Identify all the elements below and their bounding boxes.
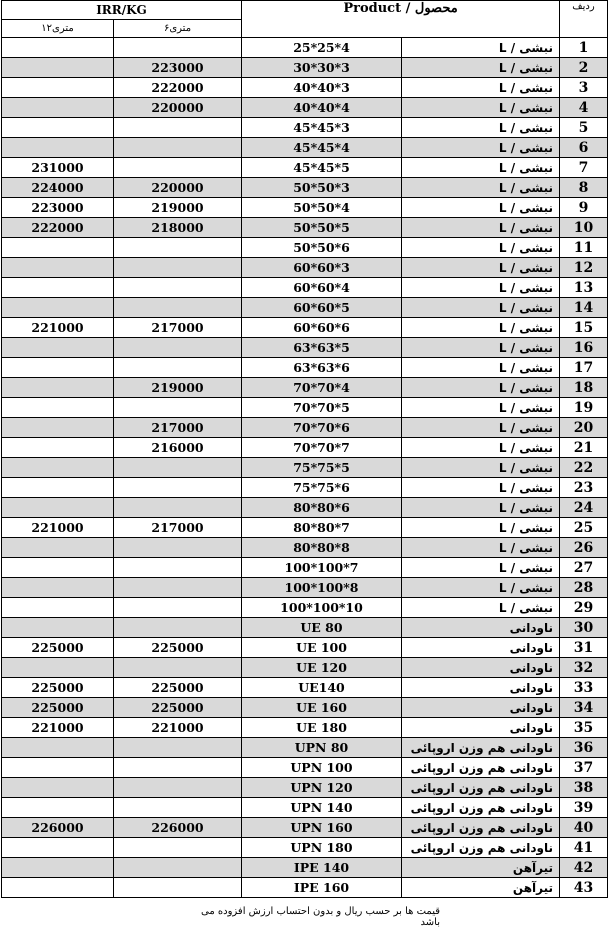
- product-size-cell: 60*60*3: [242, 258, 402, 278]
- table-row: [2, 558, 608, 578]
- price-6m-cell: [114, 578, 242, 598]
- table-row: [2, 798, 608, 818]
- price-12m-cell: [2, 118, 114, 138]
- product-size-cell: 80*80*6: [242, 498, 402, 518]
- price-12m-cell: [2, 838, 114, 858]
- row-index-cell: 34: [560, 698, 608, 718]
- table-row: [2, 878, 608, 898]
- row-index-cell: 43: [560, 878, 608, 898]
- length-12m-header: ۱۲متری: [2, 20, 114, 38]
- price-6m-cell: 216000: [114, 438, 242, 458]
- product-size-cell: UPN 100: [242, 758, 402, 778]
- table-row: [2, 178, 608, 198]
- row-index-cell: 24: [560, 498, 608, 518]
- product-size-cell: 45*45*4: [242, 138, 402, 158]
- table-row: [2, 438, 608, 458]
- length-6m-header: ۶متری: [114, 20, 242, 38]
- product-size-cell: 75*75*6: [242, 478, 402, 498]
- row-index-cell: 17: [560, 358, 608, 378]
- table-row: [2, 838, 608, 858]
- table-row: [2, 318, 608, 338]
- table-row: [2, 758, 608, 778]
- product-size-cell: IPE 160: [242, 878, 402, 898]
- product-size-cell: UPN 180: [242, 838, 402, 858]
- price-6m-cell: [114, 458, 242, 478]
- price-6m-cell: [114, 838, 242, 858]
- price-6m-cell: [114, 478, 242, 498]
- index-header: ردیف: [560, 1, 608, 38]
- row-index-cell: 40: [560, 818, 608, 838]
- price-6m-cell: [114, 878, 242, 898]
- row-index-cell: 16: [560, 338, 608, 358]
- product-name-cell: نبشی / L: [402, 38, 560, 58]
- row-index-cell: 23: [560, 478, 608, 498]
- price-6m-cell: 218000: [114, 218, 242, 238]
- price-6m-cell: [114, 558, 242, 578]
- table-row: [2, 38, 608, 58]
- product-name-cell: ناودانی: [402, 638, 560, 658]
- price-6m-cell: [114, 118, 242, 138]
- price-12m-cell: [2, 398, 114, 418]
- product-size-cell: 100*100*7: [242, 558, 402, 578]
- row-index-cell: 2: [560, 58, 608, 78]
- price-12m-cell: [2, 438, 114, 458]
- product-size-cell: 63*63*5: [242, 338, 402, 358]
- product-size-cell: 45*45*5: [242, 158, 402, 178]
- price-6m-cell: [114, 798, 242, 818]
- row-index-cell: 10: [560, 218, 608, 238]
- table-row: [2, 538, 608, 558]
- product-name-cell: نبشی / L: [402, 358, 560, 378]
- price-6m-cell: [114, 238, 242, 258]
- table-row: [2, 518, 608, 538]
- product-header: Product / محصول: [242, 1, 560, 38]
- row-index-cell: 19: [560, 398, 608, 418]
- row-index-cell: 11: [560, 238, 608, 258]
- row-index-cell: 33: [560, 678, 608, 698]
- table-row: [2, 358, 608, 378]
- row-index-cell: 18: [560, 378, 608, 398]
- product-name-cell: نبشی / L: [402, 318, 560, 338]
- table-row: [2, 498, 608, 518]
- product-size-cell: IPE 140: [242, 858, 402, 878]
- product-size-cell: UE140: [242, 678, 402, 698]
- row-index-cell: 21: [560, 438, 608, 458]
- row-index-cell: 42: [560, 858, 608, 878]
- price-12m-cell: [2, 778, 114, 798]
- table-row: [2, 398, 608, 418]
- price-12m-cell: 223000: [2, 198, 114, 218]
- product-size-cell: UPN 160: [242, 818, 402, 838]
- row-index-cell: 36: [560, 738, 608, 758]
- price-6m-cell: [114, 538, 242, 558]
- price-12m-cell: [2, 358, 114, 378]
- product-size-cell: 40*40*3: [242, 78, 402, 98]
- product-size-cell: UE 180: [242, 718, 402, 738]
- product-name-cell: تیرآهن: [402, 858, 560, 878]
- product-size-cell: UE 120: [242, 658, 402, 678]
- header-row-main: [2, 1, 608, 20]
- price-12m-cell: 224000: [2, 178, 114, 198]
- product-size-cell: 50*50*4: [242, 198, 402, 218]
- table-row: [2, 78, 608, 98]
- price-12m-cell: 225000: [2, 698, 114, 718]
- product-name-cell: نبشی / L: [402, 598, 560, 618]
- price-12m-cell: 221000: [2, 318, 114, 338]
- price-6m-cell: 223000: [114, 58, 242, 78]
- price-6m-cell: 220000: [114, 178, 242, 198]
- table-row: [2, 618, 608, 638]
- table-row: [2, 378, 608, 398]
- price-6m-cell: [114, 498, 242, 518]
- row-index-cell: 41: [560, 838, 608, 858]
- price-12m-cell: [2, 478, 114, 498]
- product-name-cell: نبشی / L: [402, 78, 560, 98]
- price-6m-cell: [114, 598, 242, 618]
- price-12m-cell: [2, 58, 114, 78]
- price-6m-cell: [114, 338, 242, 358]
- price-12m-cell: [2, 38, 114, 58]
- row-index-cell: 4: [560, 98, 608, 118]
- row-index-cell: 28: [560, 578, 608, 598]
- table-row: [2, 418, 608, 438]
- product-size-cell: 30*30*3: [242, 58, 402, 78]
- product-size-cell: UE 160: [242, 698, 402, 718]
- product-name-cell: ناودانی: [402, 678, 560, 698]
- table-row: [2, 298, 608, 318]
- price-12m-cell: [2, 558, 114, 578]
- price-6m-cell: [114, 618, 242, 638]
- price-6m-cell: 225000: [114, 638, 242, 658]
- price-6m-cell: 217000: [114, 518, 242, 538]
- table-body: [2, 38, 608, 898]
- product-name-cell: ناودانی هم وزن اروپائی: [402, 838, 560, 858]
- table-row: [2, 278, 608, 298]
- product-size-cell: 45*45*3: [242, 118, 402, 138]
- product-name-cell: نبشی / L: [402, 178, 560, 198]
- table-row: [2, 478, 608, 498]
- product-size-cell: 60*60*6: [242, 318, 402, 338]
- product-size-cell: 80*80*7: [242, 518, 402, 538]
- table-row: [2, 158, 608, 178]
- product-name-cell: نبشی / L: [402, 238, 560, 258]
- product-name-cell: نبشی / L: [402, 158, 560, 178]
- table-row: [2, 738, 608, 758]
- product-size-cell: 75*75*5: [242, 458, 402, 478]
- product-name-cell: نبشی / L: [402, 218, 560, 238]
- price-6m-cell: [114, 158, 242, 178]
- product-name-cell: نبشی / L: [402, 58, 560, 78]
- product-size-cell: UPN 140: [242, 798, 402, 818]
- product-name-cell: نبشی / L: [402, 578, 560, 598]
- price-12m-cell: [2, 798, 114, 818]
- price-12m-cell: [2, 378, 114, 398]
- row-index-cell: 15: [560, 318, 608, 338]
- row-index-cell: 5: [560, 118, 608, 138]
- product-size-cell: 100*100*8: [242, 578, 402, 598]
- row-index-cell: 22: [560, 458, 608, 478]
- row-index-cell: 31: [560, 638, 608, 658]
- product-size-cell: 50*50*6: [242, 238, 402, 258]
- product-name-cell: نبشی / L: [402, 258, 560, 278]
- price-12m-cell: [2, 598, 114, 618]
- price-12m-cell: [2, 338, 114, 358]
- row-index-cell: 37: [560, 758, 608, 778]
- product-size-cell: UPN 80: [242, 738, 402, 758]
- price-12m-cell: [2, 858, 114, 878]
- product-name-cell: نبشی / L: [402, 418, 560, 438]
- product-size-cell: UE 100: [242, 638, 402, 658]
- footer-note: قیمت ها بر حسب ریال و بدون احتساب ارزش افزوده می باشد: [201, 906, 440, 928]
- product-name-cell: نبشی / L: [402, 338, 560, 358]
- product-name-cell: ناودانی هم وزن اروپائی: [402, 798, 560, 818]
- table-row: [2, 98, 608, 118]
- row-index-cell: 8: [560, 178, 608, 198]
- price-6m-cell: [114, 398, 242, 418]
- row-index-cell: 35: [560, 718, 608, 738]
- price-12m-cell: [2, 538, 114, 558]
- row-index-cell: 9: [560, 198, 608, 218]
- price-12m-cell: 225000: [2, 638, 114, 658]
- price-6m-cell: [114, 258, 242, 278]
- price-6m-cell: [114, 778, 242, 798]
- table-row: [2, 58, 608, 78]
- row-index-cell: 30: [560, 618, 608, 638]
- product-name-cell: ناودانی: [402, 658, 560, 678]
- price-table: [1, 0, 608, 898]
- price-12m-cell: [2, 878, 114, 898]
- product-size-cell: 70*70*4: [242, 378, 402, 398]
- price-6m-cell: 219000: [114, 198, 242, 218]
- row-index-cell: 25: [560, 518, 608, 538]
- product-size-cell: 60*60*5: [242, 298, 402, 318]
- product-name-cell: نبشی / L: [402, 98, 560, 118]
- row-index-cell: 20: [560, 418, 608, 438]
- price-12m-cell: [2, 758, 114, 778]
- product-name-cell: نبشی / L: [402, 138, 560, 158]
- price-6m-cell: [114, 278, 242, 298]
- product-size-cell: 80*80*8: [242, 538, 402, 558]
- product-name-cell: نبشی / L: [402, 518, 560, 538]
- product-name-cell: تیرآهن: [402, 878, 560, 898]
- row-index-cell: 32: [560, 658, 608, 678]
- row-index-cell: 39: [560, 798, 608, 818]
- product-name-cell: ناودانی هم وزن اروپائی: [402, 738, 560, 758]
- product-name-cell: نبشی / L: [402, 558, 560, 578]
- table-row: [2, 118, 608, 138]
- product-name-cell: ناودانی هم وزن اروپائی: [402, 758, 560, 778]
- product-name-cell: نبشی / L: [402, 378, 560, 398]
- product-name-cell: نبشی / L: [402, 118, 560, 138]
- price-12m-cell: [2, 298, 114, 318]
- price-12m-cell: 221000: [2, 518, 114, 538]
- price-6m-cell: [114, 38, 242, 58]
- price-12m-cell: [2, 498, 114, 518]
- row-index-cell: 27: [560, 558, 608, 578]
- table-row: [2, 258, 608, 278]
- price-6m-cell: [114, 658, 242, 678]
- price-12m-cell: [2, 618, 114, 638]
- price-12m-cell: [2, 238, 114, 258]
- product-size-cell: 25*25*4: [242, 38, 402, 58]
- price-6m-cell: 225000: [114, 678, 242, 698]
- price-12m-cell: [2, 258, 114, 278]
- table-row: [2, 218, 608, 238]
- table-row: [2, 818, 608, 838]
- price-6m-cell: [114, 738, 242, 758]
- price-6m-cell: [114, 858, 242, 878]
- price-12m-cell: 222000: [2, 218, 114, 238]
- row-index-cell: 14: [560, 298, 608, 318]
- product-name-cell: ناودانی: [402, 618, 560, 638]
- product-name-cell: ناودانی: [402, 698, 560, 718]
- price-12m-cell: [2, 738, 114, 758]
- product-name-cell: ناودانی هم وزن اروپائی: [402, 818, 560, 838]
- product-size-cell: 100*100*10: [242, 598, 402, 618]
- price-6m-cell: 222000: [114, 78, 242, 98]
- product-name-cell: نبشی / L: [402, 398, 560, 418]
- table-row: [2, 718, 608, 738]
- price-12m-cell: [2, 418, 114, 438]
- row-index-cell: 29: [560, 598, 608, 618]
- product-name-cell: نبشی / L: [402, 538, 560, 558]
- product-name-cell: نبشی / L: [402, 438, 560, 458]
- product-size-cell: UE 80: [242, 618, 402, 638]
- row-index-cell: 6: [560, 138, 608, 158]
- price-6m-cell: [114, 758, 242, 778]
- table-row: [2, 778, 608, 798]
- price-12m-cell: 226000: [2, 818, 114, 838]
- table-row: [2, 858, 608, 878]
- price-6m-cell: 219000: [114, 378, 242, 398]
- price-6m-cell: 217000: [114, 318, 242, 338]
- price-12m-cell: [2, 458, 114, 478]
- product-name-cell: ناودانی: [402, 718, 560, 738]
- price-6m-cell: [114, 358, 242, 378]
- product-size-cell: 60*60*4: [242, 278, 402, 298]
- table-row: [2, 138, 608, 158]
- product-size-cell: 70*70*6: [242, 418, 402, 438]
- table-row: [2, 638, 608, 658]
- price-12m-cell: [2, 278, 114, 298]
- price-6m-cell: 221000: [114, 718, 242, 738]
- product-size-cell: 70*70*5: [242, 398, 402, 418]
- price-6m-cell: [114, 298, 242, 318]
- row-index-cell: 3: [560, 78, 608, 98]
- price-12m-cell: [2, 78, 114, 98]
- price-12m-cell: [2, 98, 114, 118]
- table-row: [2, 598, 608, 618]
- product-size-cell: 63*63*6: [242, 358, 402, 378]
- price-6m-cell: 226000: [114, 818, 242, 838]
- product-name-cell: نبشی / L: [402, 478, 560, 498]
- product-name-cell: نبشی / L: [402, 278, 560, 298]
- product-size-cell: UPN 120: [242, 778, 402, 798]
- product-size-cell: 50*50*3: [242, 178, 402, 198]
- table-row: [2, 238, 608, 258]
- row-index-cell: 12: [560, 258, 608, 278]
- product-name-cell: نبشی / L: [402, 458, 560, 478]
- table-row: [2, 338, 608, 358]
- price-6m-cell: 217000: [114, 418, 242, 438]
- product-size-cell: 40*40*4: [242, 98, 402, 118]
- price-12m-cell: [2, 578, 114, 598]
- product-name-cell: نبشی / L: [402, 498, 560, 518]
- product-size-cell: 70*70*7: [242, 438, 402, 458]
- table-row: [2, 578, 608, 598]
- price-6m-cell: 225000: [114, 698, 242, 718]
- price-12m-cell: 221000: [2, 718, 114, 738]
- price-header: IRR/KG: [2, 1, 242, 20]
- price-12m-cell: 231000: [2, 158, 114, 178]
- row-index-cell: 13: [560, 278, 608, 298]
- product-name-cell: نبشی / L: [402, 198, 560, 218]
- price-12m-cell: [2, 138, 114, 158]
- product-size-cell: 50*50*5: [242, 218, 402, 238]
- price-6m-cell: 220000: [114, 98, 242, 118]
- product-name-cell: نبشی / L: [402, 298, 560, 318]
- product-name-cell: ناودانی هم وزن اروپائی: [402, 778, 560, 798]
- row-index-cell: 38: [560, 778, 608, 798]
- table-row: [2, 198, 608, 218]
- table-row: [2, 458, 608, 478]
- table-row: [2, 658, 608, 678]
- price-6m-cell: [114, 138, 242, 158]
- price-12m-cell: 225000: [2, 678, 114, 698]
- row-index-cell: 1: [560, 38, 608, 58]
- row-index-cell: 7: [560, 158, 608, 178]
- row-index-cell: 26: [560, 538, 608, 558]
- table-row: [2, 698, 608, 718]
- table-row: [2, 678, 608, 698]
- price-12m-cell: [2, 658, 114, 678]
